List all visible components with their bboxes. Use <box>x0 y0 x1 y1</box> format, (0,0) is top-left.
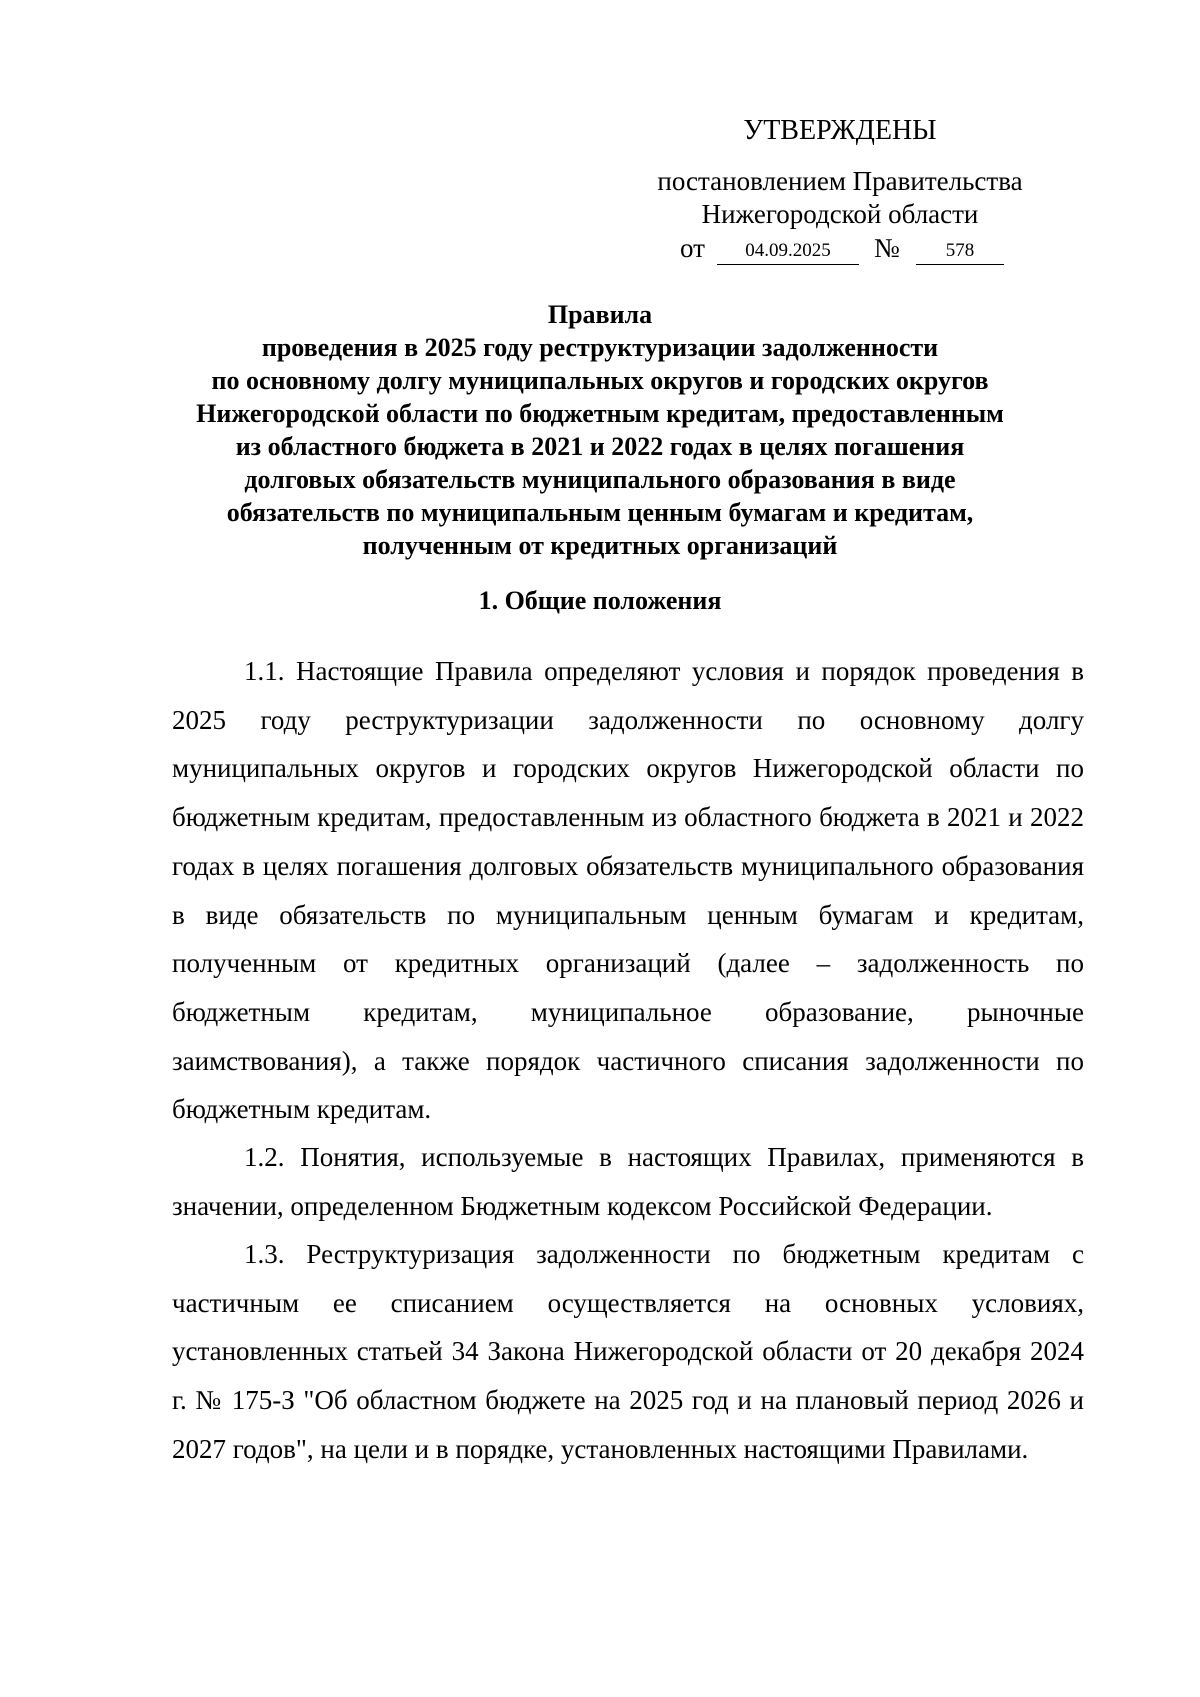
section-heading: 1. Общие положения <box>478 586 722 615</box>
title-line: Нижегородской области по бюджетным кредитам, предоставленным <box>196 399 1004 428</box>
number-label: № <box>874 233 900 263</box>
title-line: обязательств по муниципальным ценным бумагам и кредитам, <box>226 498 974 527</box>
decree-number: 578 <box>916 238 1004 265</box>
document-title <box>100 298 1100 562</box>
title-line: долговых обязательств муниципального образования в виде <box>244 465 956 494</box>
paragraph-1-1: 1.1. Настоящие Правила определяют условия и порядок проведения в 2025 году реструктуризации задолженности по основному долгу муниципальных округов и городских округов Нижегородской области по бюджетным кредитам, предоставленным из областного бюджета в 2021 и 2022 годах в целях погашения долговых обязательств муниципального образования в виде обязательств по муниципальным ценным бумагам и кредитам, полученным от кредитных организаций (далее – задолженность по бюджетным кредитам, муниципальное образование, рыночные заимствования), а также порядок частичного списания задолженности по бюджетным кредитам. <box>172 656 1084 1125</box>
title-line: полученным от кредитных организаций <box>362 531 838 560</box>
title-line: из областного бюджета в 2021 и 2022 годах в целях погашения <box>235 432 965 461</box>
approved-heading: УТВЕРЖДЕНЫ <box>743 115 937 146</box>
title-line: по основному долгу муниципальных округов и городских округов <box>211 366 989 395</box>
decree-line-1: постановлением Правительства <box>657 166 1023 196</box>
decree-line-2: Нижегородской области <box>701 199 979 229</box>
decree-date: 04.09.2025 <box>717 238 859 265</box>
title-heading: Правила <box>547 300 653 329</box>
from-label: от <box>680 233 705 263</box>
title-line: проведения в 2025 году реструктуризации задолженности <box>261 333 939 362</box>
paragraph-1-2: 1.2. Понятия, используемые в настоящих Правилах, применяются в значении, определенном Бюджетным кодексом Российской Федерации. <box>172 1142 1084 1221</box>
paragraph-1-3: 1.3. Реструктуризация задолженности по бюджетным кредитам с частичным ее списанием осуществляется на основных условиях, установленных статьей 34 Закона Нижегородской области от 20 декабря 2024 г. № 175-З "Об областном бюджете на 2025 год и на плановый период 2026 и 2027 годов", на цели и в порядке, установленных настоящими Правилами. <box>172 1239 1084 1464</box>
